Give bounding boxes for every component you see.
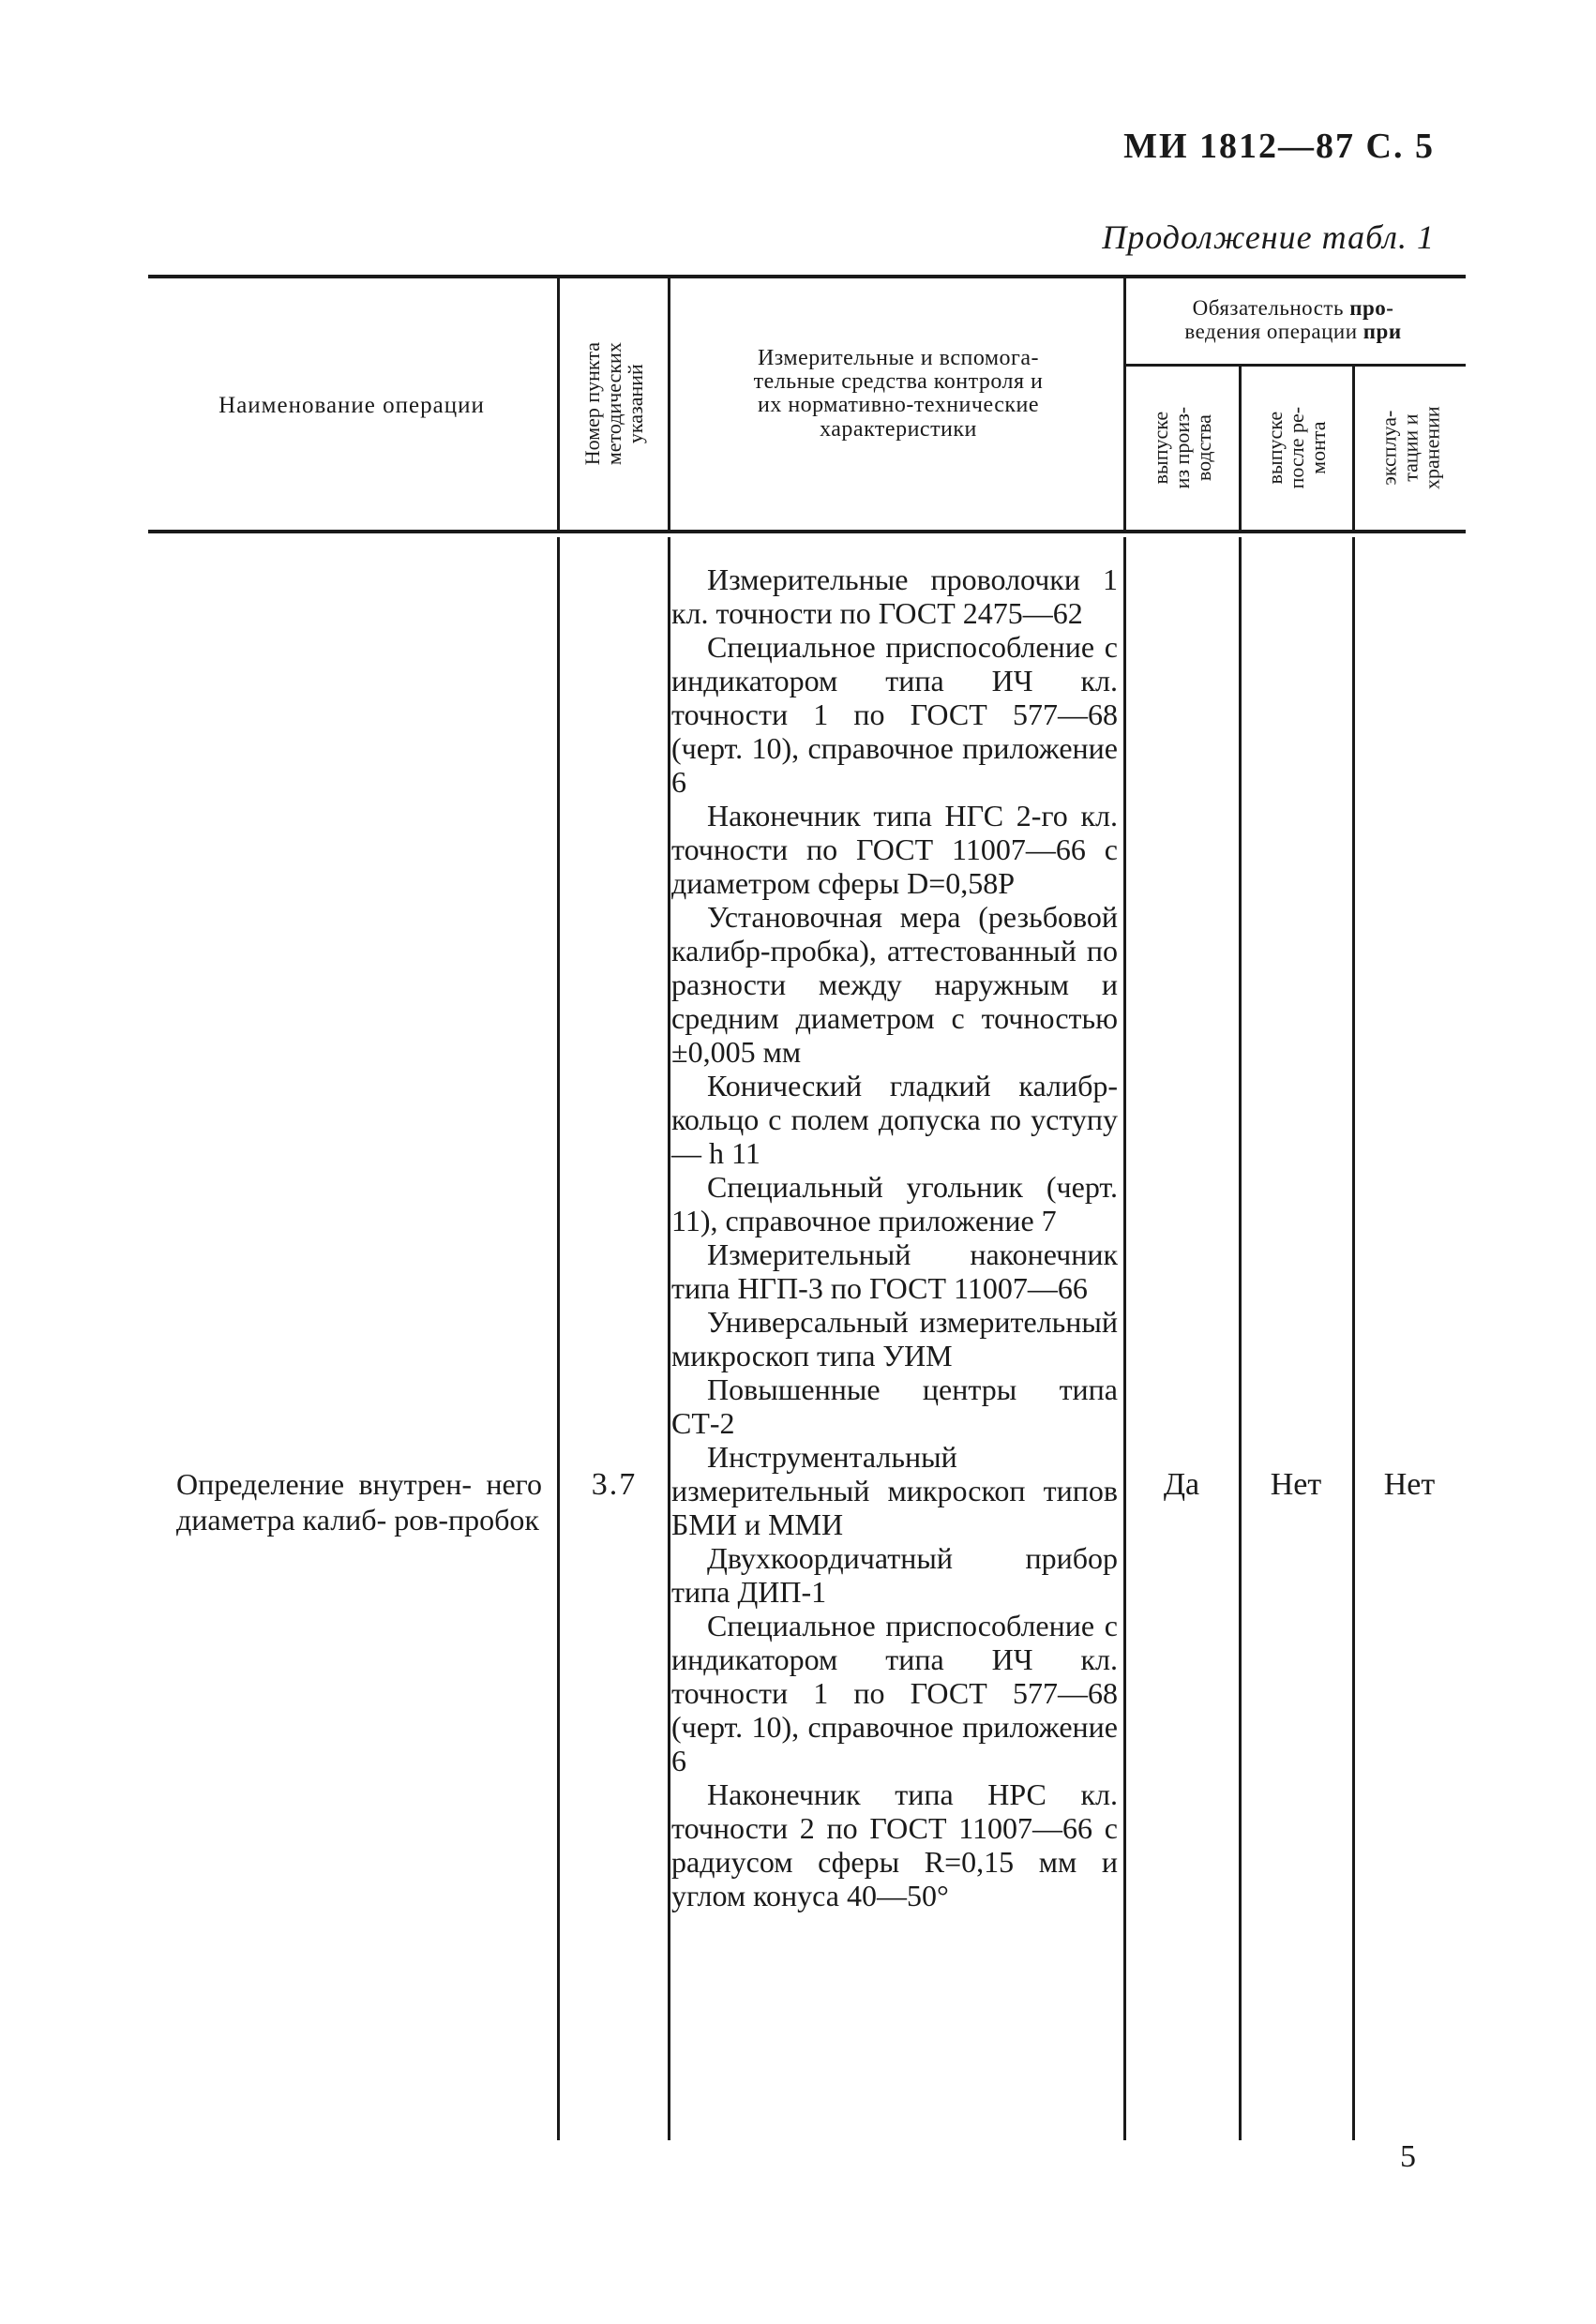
header-obligation-group [1125, 296, 1461, 344]
header-release-repair-cell [1242, 367, 1352, 530]
row-operation-storage: Нет [1383, 1467, 1436, 1502]
header-release-production-cell [1126, 367, 1239, 530]
header-obligation-bold-2: при [1363, 320, 1402, 344]
row-release-production: Да [1163, 1467, 1200, 1502]
means-item: Повышенные центры типа СТ-2 [671, 1372, 1118, 1440]
means-item: Универсальный измерительный микроскоп типа УИМ [671, 1305, 1118, 1372]
header-obligation-text: Обязательность [1192, 296, 1350, 320]
means-item: Установочная мера (резьбовой калибр-пробка), аттестованный по разности между наружным и средним диаметром с точностью ±0,005 мм [671, 900, 1118, 1069]
means-item: Специальное приспособление с индикатором типа ИЧ кл. точности 1 по ГОСТ 577—68 (черт. 10), справочное приложение 6 [671, 1609, 1118, 1777]
means-item: Конический гладкий калибр-кольцо с полем допуска по уступу — h 11 [671, 1069, 1118, 1170]
means-item: Специальное приспособление с индикатором типа ИЧ кл. точности 1 по ГОСТ 577—68 (черт. 10), справочное приложение 6 [671, 630, 1118, 799]
header-operation-storage: эксплуа- тации и хранении [1377, 406, 1444, 490]
body-divider-3 [1123, 537, 1126, 2140]
document-code: МИ 1812—87 С. 5 [1123, 127, 1435, 166]
table-header-bottom-rule [148, 530, 1466, 533]
header-operation-name: Наименование операции [218, 393, 485, 418]
header-means: Измерительные и вспомога- тельные средства контроля и их нормативно-технические характеристики [753, 346, 1044, 442]
table-top-rule [148, 275, 1466, 278]
means-item: Инструментальный измерительный микроскоп типов БМИ и ММИ [671, 1440, 1118, 1541]
body-divider-2 [668, 537, 670, 2140]
means-item: Наконечник типа НРС кл. точности 2 по ГОСТ 11007—66 с радиусом сферы R=0,15 мм и углом конуса 40—50° [671, 1777, 1118, 1912]
row-release-repair: Нет [1270, 1467, 1322, 1502]
row-means-list [671, 562, 1118, 1912]
means-item: Наконечник типа НГС 2-го кл. точности по ГОСТ 11007—66 с диаметром сферы D=0,58P [671, 799, 1118, 900]
header-clause-number: Номер пункта методических указаний [580, 342, 648, 466]
page-number: 5 [1400, 2139, 1416, 2174]
row-clause-number: 3.7 [591, 1467, 638, 1502]
column-divider-2 [668, 278, 670, 530]
header-clause-number-cell [560, 278, 668, 530]
table-continuation-label: Продолжение табл. 1 [1102, 218, 1435, 256]
header-operation-storage-cell [1355, 367, 1466, 530]
body-divider-4 [1239, 537, 1242, 2140]
body-divider-5 [1352, 537, 1355, 2140]
header-obligation-bold-1: про- [1349, 296, 1394, 320]
row-operation-name: Определение внутрен- него диаметра калиб- ров-пробок [176, 1467, 542, 1537]
means-item: Измерительные проволочки 1 кл. точности по ГОСТ 2475—62 [671, 562, 1118, 630]
header-release-repair: выпуске после ре- монта [1263, 407, 1331, 489]
means-item: Двухкоордичатный прибор типа ДИП-1 [671, 1541, 1118, 1609]
header-obligation-text-2: ведения операции [1184, 320, 1363, 344]
body-divider-1 [557, 537, 560, 2140]
means-item: Измерительный наконечник типа НГП-3 по ГОСТ 11007—66 [671, 1237, 1118, 1305]
means-item: Специальный угольник (черт. 11), справочное приложение 7 [671, 1170, 1118, 1237]
header-release-production: выпуске из произ- водства [1149, 407, 1216, 489]
